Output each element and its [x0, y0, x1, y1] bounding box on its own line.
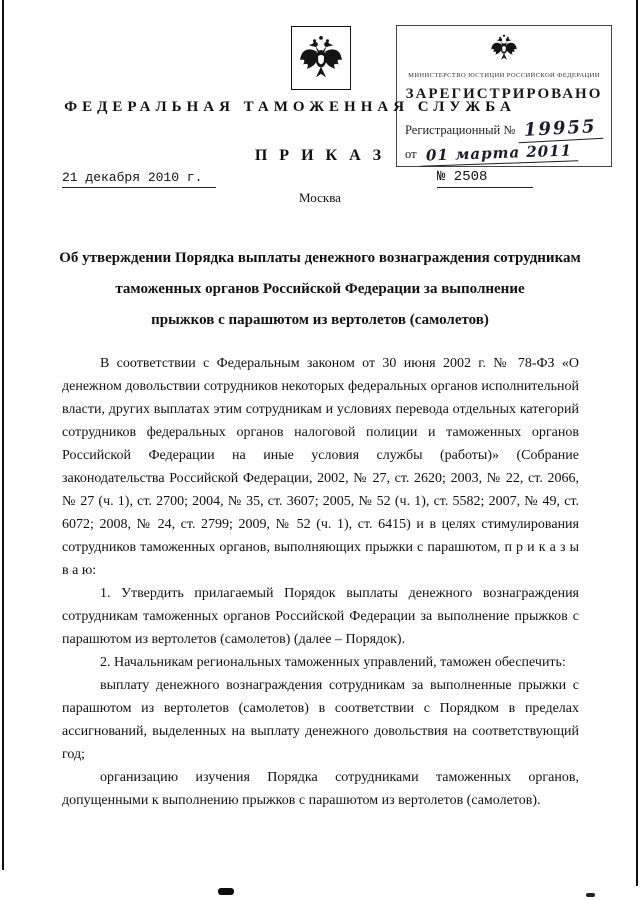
stamp-emblem [397, 30, 611, 71]
scan-artifact-left-edge [2, 0, 4, 870]
document-date: 21 декабря 2010 г. [62, 170, 216, 188]
body-paragraph: 1. Утвердить прилагаемый Порядок выплаты денежного вознаграждения сотрудникам таможенных органов Российской Федерации за выполнение прыжков с парашютом из вертолетов (самолетов) (далее – Порядок). [62, 586, 579, 647]
body-paragraph: выплату денежного вознаграждения сотрудникам за выполненные прыжки с парашютом из вертолетов (самолетов) в соответствии с Порядком в пределах ассигнований, выделенных на выплату денежного довольствия на соответствующий год; [62, 678, 579, 762]
stamp-registration-row [405, 118, 603, 141]
stamp-eagle-icon [490, 30, 518, 66]
double-eagle-icon [298, 31, 344, 85]
scan-artifact-smudge-small [586, 893, 595, 897]
body-paragraph: организацию изучения Порядка сотрудниками таможенных органов, допущенными к выполнению прыжков с парашютом из вертолетов (самолетов). [62, 770, 579, 808]
document-title [40, 243, 600, 336]
scan-artifact-right-edge [636, 0, 638, 886]
title-line-3: прыжков с парашютом из вертолетов (самолетов) [151, 312, 489, 328]
stamp-registered-label: ЗАРЕГИСТРИРОВАНО [405, 86, 603, 102]
registration-stamp [396, 25, 612, 167]
title-line-2: таможенных органов Российской Федерации за выполнение [115, 281, 525, 297]
city-label: Москва [299, 190, 341, 205]
agency-name: ФЕДЕРАЛЬНАЯ ТАМОЖЕННАЯ СЛУЖБА [64, 99, 516, 115]
document-number: № 2508 [437, 169, 533, 188]
stamp-from-label: от [405, 147, 417, 161]
stamp-date-handwritten: 01 марта 2011 [419, 141, 578, 167]
body-paragraph: В соответствии с Федеральным законом от 30 июня 2002 г. № 78-ФЗ «О денежном довольствии сотрудников некоторых федеральных органов исполнительной власти, других выплатах этим сотрудникам и условиях перевода отдельных категорий сотрудников федеральных органов налоговой полиции и таможенных органов Российской Федерации на иные условия службы (работы)» (Собрание законодательства Российской Федерации, 2002, № 27, ст. 2620; 2003, № 22, ст. 2066, № 27 (ч. 1), ст. 2700; 2004, № 35, ст. 3607; 2005, № 52 (ч. 1), ст. 5582; 2007, № 49, ст. 6072; 2008, № 24, ст. 2799; 2009, № 52 (ч. 1), ст. 6415) и в целях стимулирования сотрудников таможенных органов, выполняющих прыжки с парашютом, п р и к а з ы в а ю: [62, 356, 579, 578]
stamp-ministry-name: МИНИСТЕРСТВО ЮСТИЦИИ РОССИЙСКОЙ ФЕДЕРАЦИИ [408, 72, 600, 79]
title-line-1: Об утверждении Порядка выплаты денежного вознаграждения сотрудникам [59, 250, 581, 266]
stamp-reg-number-handwritten: 19955 [518, 116, 604, 143]
body-paragraph: 2. Начальникам региональных таможенных управлений, таможен обеспечить: [100, 655, 566, 670]
stamp-reg-label: Регистрационный № [405, 123, 516, 137]
document-type-heading: П Р И К А З [254, 147, 386, 164]
coat-of-arms [291, 26, 351, 90]
document-body [62, 352, 579, 812]
scan-artifact-smudge [218, 888, 234, 895]
